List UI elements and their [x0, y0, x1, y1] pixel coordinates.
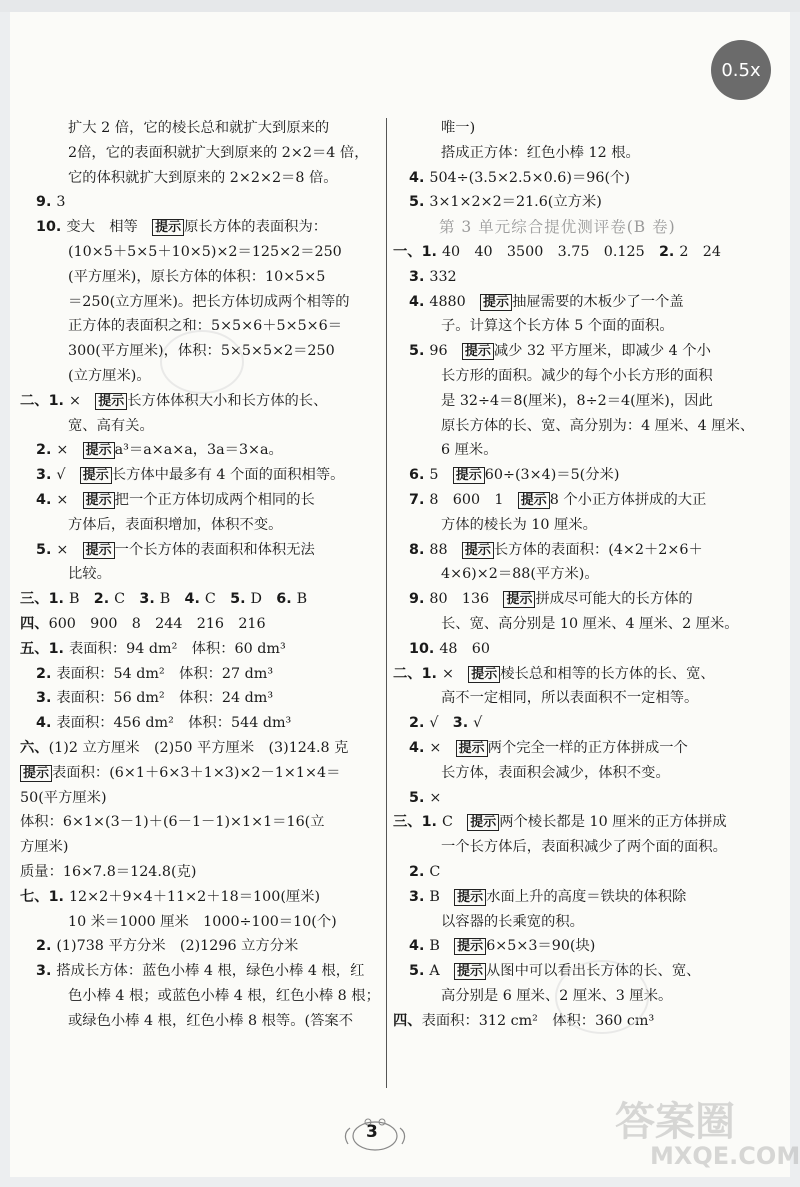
top-bar	[0, 0, 800, 12]
hint-label: 提示	[83, 492, 115, 509]
answer-line	[20, 141, 378, 166]
item-number: 2.	[658, 243, 680, 260]
item-number: 3.	[139, 591, 160, 608]
answer-text: 两个完全一样的正方体拼成一个	[487, 739, 688, 756]
watermark-logo: 答案圈	[615, 1099, 735, 1145]
answer-line	[20, 190, 378, 215]
answer-line	[393, 786, 783, 811]
answer-text: ×	[441, 665, 469, 682]
answer-line	[20, 761, 378, 786]
answer-text: 长、宽、高分别是 10 厘米、4 厘米、2 厘米。	[441, 615, 739, 632]
answer-text: 变大 相等	[66, 219, 153, 236]
answer-text: 色小棒 4 根；或蓝色小棒 4 根，红色小棒 8 根；	[68, 987, 380, 1004]
answer-text: 质量：16×7.8＝124.8(克)	[20, 863, 197, 880]
item-number: 四、	[393, 1012, 422, 1029]
answer-line	[393, 612, 783, 637]
answer-line	[20, 711, 378, 736]
answer-text: D	[250, 591, 277, 608]
answer-text: 504÷(3.5×2.5×0.6)＝96(个)	[429, 169, 630, 186]
answer-text: (立方厘米)。	[68, 367, 151, 384]
answer-text: 抽屉需要的木板少了一个盖	[512, 293, 684, 310]
hint-label: 提示	[152, 219, 184, 236]
answer-line	[393, 389, 783, 414]
item-number: 4.	[184, 591, 205, 608]
answer-line	[20, 686, 378, 711]
answer-text: 从图中可以看出长方体的长、宽、	[486, 963, 701, 980]
answer-text: ×	[68, 392, 96, 409]
answer-line	[20, 1009, 378, 1034]
answer-text: 表面积：312 cm² 体积：360 cm³	[421, 1012, 655, 1029]
answer-text: 正方体的表面积之和：5×5×6＋5×5×6＝	[68, 318, 343, 335]
answer-line	[20, 265, 378, 290]
item-number: 二、1.	[393, 665, 442, 682]
page-number	[340, 1114, 410, 1154]
answer-text: 长方体中最多有 4 个面的面积相等。	[111, 467, 345, 484]
item-number: 6.	[276, 591, 297, 608]
answer-line	[393, 488, 783, 513]
answer-line	[393, 463, 783, 488]
item-number: 2.	[36, 938, 57, 955]
item-number: 9.	[409, 591, 430, 608]
answer-text: C	[114, 591, 140, 608]
answer-line	[20, 215, 378, 240]
answer-line	[393, 166, 783, 191]
hint-label: 提示	[80, 467, 112, 484]
item-number: 7.	[409, 491, 430, 508]
answer-text: ＝250(立方厘米)。把长方体切成两个相等的	[68, 293, 350, 310]
answer-text: 第 3 单元综合提优测评卷(B 卷)	[439, 218, 676, 237]
answer-text: 长方体的表面积：(4×2＋2×6＋	[493, 541, 703, 558]
answer-line	[20, 810, 378, 835]
answer-text: 它的体积就扩大到原来的 2×2×2＝8 倍。	[68, 169, 338, 186]
answer-text: ×	[429, 789, 442, 806]
hint-label: 提示	[503, 591, 535, 608]
item-number: 三、1.	[20, 591, 69, 608]
faint-stamp-mark	[555, 960, 649, 1034]
item-number: 6.	[409, 467, 430, 484]
answer-line	[393, 513, 783, 538]
answer-line	[393, 364, 783, 389]
answer-text: ×	[56, 491, 83, 508]
answer-line	[20, 488, 378, 513]
answer-text: 原长方体的表面积为：	[184, 219, 328, 236]
item-number: 5.	[409, 789, 430, 806]
answer-text: 4×6)×2＝88(平方米)。	[441, 566, 599, 583]
item-number: 9.	[36, 194, 57, 211]
item-number: 三、1.	[393, 814, 442, 831]
item-number: 5.	[409, 343, 430, 360]
answer-line	[20, 910, 378, 935]
answer-text: 长方体，表面积会减少，体积不变。	[441, 764, 670, 781]
answer-line	[393, 662, 783, 687]
answer-text: 体积：6×1×(3－1)＋(6－1－1)×1×1＝16(立	[20, 814, 325, 831]
hint-label: 提示	[462, 343, 494, 360]
answer-text: 2 24	[679, 243, 721, 260]
answer-line	[20, 116, 378, 141]
answer-text: 宽、高有关。	[68, 417, 154, 434]
answer-line	[20, 984, 378, 1009]
answer-line	[393, 736, 783, 761]
item-number: 5.	[36, 541, 57, 558]
answer-text: √	[429, 715, 453, 732]
answer-line	[393, 910, 783, 935]
item-number: 六、	[20, 739, 49, 756]
hint-label: 提示	[83, 542, 115, 559]
item-number: 一、1.	[393, 243, 442, 260]
answer-line	[20, 166, 378, 191]
item-number: 3.	[409, 888, 430, 905]
answer-text: 8 600 1	[429, 491, 518, 508]
answer-line	[20, 240, 378, 265]
answer-text: 原长方体的长、宽、高分别为：4 厘米、4 厘米、	[441, 417, 755, 434]
answer-line	[393, 860, 783, 885]
answer-text: 40 40 3500 3.75 0.125	[441, 243, 659, 260]
answer-text: 两个棱长都是 10 厘米的正方体拼成	[499, 814, 727, 831]
answer-text: 是 32÷4＝8(厘米)，8÷2＝4(厘米)，因此	[441, 392, 713, 409]
answer-text: 一个长方体后，表面积减少了两个面的面积。	[441, 839, 727, 856]
answer-text: 4880	[429, 293, 481, 310]
hint-label: 提示	[480, 294, 512, 311]
answer-text: 方体后，表面积增加，体积不变。	[68, 516, 283, 533]
answer-line	[20, 538, 378, 563]
answer-text: 48 60	[439, 640, 490, 657]
answer-line	[393, 885, 783, 910]
hint-label: 提示	[95, 393, 127, 410]
answer-text: 80 136	[429, 591, 504, 608]
answer-line	[393, 587, 783, 612]
answer-line	[393, 538, 783, 563]
answer-text: 2倍，它的表面积就扩大到原来的 2×2＝4 倍，	[68, 144, 369, 161]
answer-text: B	[296, 591, 308, 608]
item-number: 4.	[36, 715, 57, 732]
answer-line	[20, 736, 378, 761]
answer-line	[20, 414, 378, 439]
answer-line	[20, 612, 378, 637]
answer-line	[393, 190, 783, 215]
answer-text: 以容器的长乘宽的积。	[441, 913, 584, 930]
item-number: 4.	[409, 293, 430, 310]
answer-text: ×	[56, 442, 83, 459]
item-number: 10.	[36, 219, 67, 236]
answer-line	[393, 314, 783, 339]
answer-line	[20, 637, 378, 662]
item-number: 3.	[36, 963, 57, 980]
answer-text: 8 个小正方体拼成的大正	[549, 491, 707, 508]
page-number-text: 3	[366, 1122, 378, 1142]
answer-line	[393, 761, 783, 786]
answer-text: (平方厘米)，原长方体的体积：10×5×5	[68, 268, 326, 285]
answer-line	[393, 240, 783, 265]
answer-text: C	[441, 814, 468, 831]
left-column	[20, 116, 378, 1033]
answer-line	[393, 810, 783, 835]
answer-text: (1)738 平方分米 (2)1296 立方分米	[56, 938, 299, 955]
answer-text: 表面积：54 dm² 体积：27 dm³	[56, 665, 274, 682]
answer-text: 扩大 2 倍，它的棱长总和就扩大到原来的	[68, 120, 330, 136]
answer-text: 表面积：94 dm² 体积：60 dm³	[68, 640, 286, 657]
answer-text: 长方体体积大小和长方体的长、	[127, 392, 328, 409]
answer-text: (10×5＋5×5＋10×5)×2＝125×2＝250	[68, 243, 342, 260]
answer-text: 12×2＋9×4＋11×2＋18＝100(厘米)	[68, 888, 321, 905]
answer-text: 减少 32 平方厘米，即减少 4 个小	[493, 343, 711, 360]
answer-text: B	[429, 888, 455, 905]
hint-label: 提示	[518, 492, 550, 509]
item-number: 四、	[20, 615, 49, 632]
item-number: 5.	[409, 194, 430, 211]
item-number: 3.	[36, 467, 57, 484]
faint-stamp-mark	[160, 330, 244, 394]
watermark	[605, 1090, 800, 1180]
item-number: 4.	[409, 938, 430, 955]
answer-text: 表面积：56 dm² 体积：24 dm³	[56, 690, 274, 707]
zoom-level-label: 0.5x	[721, 59, 761, 81]
item-number: 2.	[93, 591, 115, 608]
answer-text: 唯一)	[441, 120, 476, 136]
answer-text: 高不一定相同，所以表面积不一定相等。	[441, 690, 699, 707]
item-number: 2.	[36, 442, 57, 459]
answer-text: C	[204, 591, 231, 608]
answer-text: 60÷(3×4)＝5(分米)	[484, 467, 620, 484]
item-number: 4.	[36, 491, 57, 508]
answer-line	[393, 686, 783, 711]
answer-text: 10 米＝1000 厘米 1000÷100＝10(个)	[68, 913, 337, 930]
answer-text: C	[429, 863, 441, 880]
answer-line	[20, 562, 378, 587]
answer-text: 高分别是 6 厘米、2 厘米、3 厘米。	[441, 987, 673, 1004]
hint-label: 提示	[467, 814, 499, 831]
hint-label: 提示	[456, 740, 488, 757]
answer-text: 3	[56, 194, 66, 211]
answer-text: 比较。	[68, 566, 111, 583]
answer-text: ×	[56, 541, 83, 558]
answer-text: √	[56, 467, 80, 484]
answer-text: a³＝a×a×a，3a＝3×a。	[114, 442, 283, 459]
answer-line	[20, 959, 378, 984]
item-number: 2.	[409, 863, 430, 880]
answer-text: 长方形的面积。减少的每个小长方形的面积	[441, 367, 713, 384]
hint-label: 提示	[453, 467, 485, 484]
item-number: 3.	[36, 690, 57, 707]
column-divider	[386, 118, 387, 1088]
answer-line	[393, 562, 783, 587]
item-number: 4.	[409, 169, 430, 186]
hint-label: 提示	[83, 442, 115, 459]
answer-text: 332	[429, 268, 457, 285]
item-number: 2.	[36, 665, 57, 682]
right-column	[393, 116, 783, 1033]
answer-text: 方体的棱长为 10 厘米。	[441, 516, 597, 533]
item-number: 五、1.	[20, 640, 69, 657]
answer-text: 拼成尽可能大的长方体的	[535, 591, 693, 608]
answer-line	[20, 463, 378, 488]
item-number: 8.	[409, 541, 430, 558]
answer-line	[393, 116, 783, 141]
answer-text: 88	[429, 541, 462, 558]
answer-line	[393, 711, 783, 736]
answer-text: 水面上升的高度＝铁块的体积除	[486, 888, 687, 905]
item-number: 七、1.	[20, 888, 69, 905]
answer-line	[20, 934, 378, 959]
answer-line	[393, 339, 783, 364]
answer-text: 搭成正方体：红色小棒 12 根。	[441, 144, 640, 161]
hint-label: 提示	[454, 889, 486, 906]
answer-line	[393, 141, 783, 166]
watermark-url: MXQE.COM	[650, 1142, 800, 1170]
item-number: 10.	[409, 640, 440, 657]
item-number: 5.	[230, 591, 251, 608]
answer-text: 把一个正方体切成两个相同的长	[114, 491, 315, 508]
answer-line	[20, 513, 378, 538]
answer-text: 或绿色小棒 4 根，红色小棒 8 根等。(答案不	[68, 1012, 353, 1029]
answer-text: (1)2 立方厘米 (2)50 平方厘米 (3)124.8 克	[48, 739, 349, 756]
answer-text: 一个长方体的表面积和体积无法	[114, 541, 315, 558]
answer-text: 表面积：(6×1＋6×3＋1×3)×2－1×1×4＝	[52, 764, 341, 781]
item-number: 3.	[409, 268, 430, 285]
answer-line	[20, 438, 378, 463]
item-number: 2.	[409, 715, 430, 732]
answer-text: 96	[429, 343, 462, 360]
section-title	[393, 215, 783, 240]
hint-label: 提示	[462, 542, 494, 559]
answer-line	[393, 414, 783, 439]
answer-text: 方厘米)	[20, 839, 69, 856]
answer-line	[20, 786, 378, 811]
answer-text: B	[429, 938, 455, 955]
item-number: 5.	[409, 963, 430, 980]
answer-line	[20, 860, 378, 885]
answer-text: 300(平方厘米)，体积：5×5×5×2＝250	[68, 343, 335, 360]
answer-line	[393, 438, 783, 463]
hint-label: 提示	[20, 765, 52, 782]
answer-line	[20, 662, 378, 687]
hint-label: 提示	[468, 666, 500, 683]
answer-line	[20, 290, 378, 315]
answer-text: B	[68, 591, 94, 608]
answer-text: B	[159, 591, 185, 608]
answer-line	[20, 885, 378, 910]
answer-line	[20, 835, 378, 860]
hint-label: 提示	[454, 963, 486, 980]
answer-text: 50(平方厘米)	[20, 789, 107, 806]
zoom-level-button[interactable]	[711, 40, 771, 100]
answer-text: 棱长总和相等的长方体的长、宽、	[500, 665, 715, 682]
answer-text: ×	[429, 739, 456, 756]
answer-text: 6 厘米。	[441, 442, 498, 459]
answer-text: 3×1×2×2＝21.6(立方米)	[429, 194, 602, 211]
answer-text: √	[473, 715, 483, 732]
answer-text: A	[429, 963, 454, 980]
answer-text: 子。计算这个长方体 5 个面的面积。	[441, 318, 674, 335]
answer-text: 搭成长方体：蓝色小棒 4 根，绿色小棒 4 根，红	[56, 963, 365, 980]
answer-text: 600 900 8 244 216 216	[48, 615, 266, 632]
answer-text: 表面积：456 dm² 体积：544 dm³	[56, 715, 292, 732]
answer-line	[20, 587, 378, 612]
item-number: 3.	[452, 715, 474, 732]
hint-label: 提示	[454, 938, 486, 955]
answer-line	[393, 265, 783, 290]
item-number: 4.	[409, 739, 430, 756]
answer-line	[393, 835, 783, 860]
answer-text: 5	[429, 467, 453, 484]
answer-line	[393, 290, 783, 315]
answer-line	[393, 637, 783, 662]
answer-text: 6×5×3＝90(块)	[486, 938, 596, 955]
item-number: 二、1.	[20, 392, 69, 409]
answer-line	[393, 934, 783, 959]
